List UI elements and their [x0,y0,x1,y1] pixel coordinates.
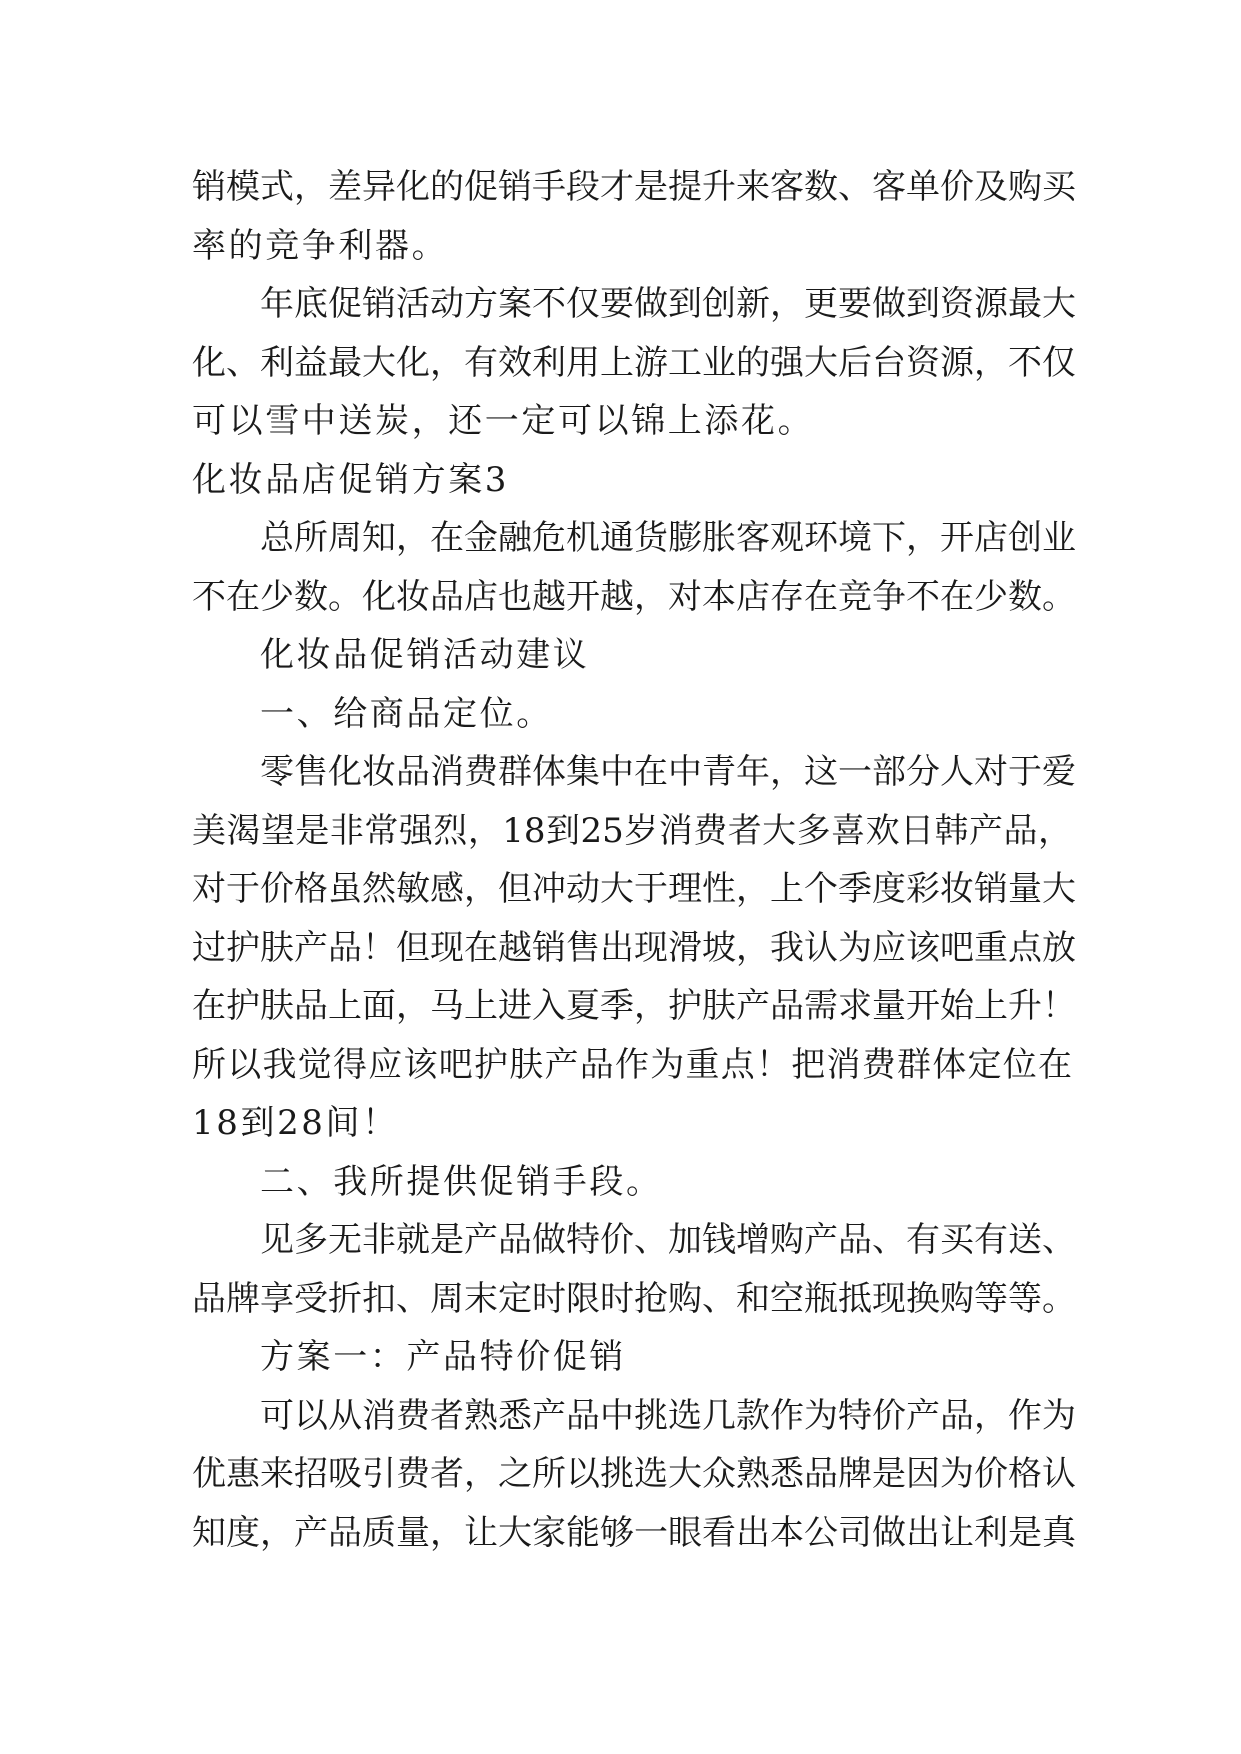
subheading: 方案一：产品特价促销 [260,1337,626,1377]
paragraph-line: 可以雪中送炭，还一定可以锦上添花。 [192,401,815,441]
paragraph-line: 对于价格虽然敏感，但冲动大于理性，上个季度彩妆销量大 [192,869,1076,909]
paragraph-line: 过护肤产品！但现在越销售出现滑坡，我认为应该吧重点放 [192,927,1076,968]
section-heading: 化妆品店促销方案3 [192,459,510,500]
subheading: 化妆品促销活动建议 [260,635,590,675]
paragraph-line: 销模式，差异化的促销手段才是提升来客数、客单价及购买 [192,167,1076,207]
subheading: 二、我所提供促销手段。 [260,1161,663,1202]
paragraph-line: 所以我觉得应该吧护肤产品作为重点！把消费群体定位在 [192,1044,1072,1085]
subheading: 一、给商品定位。 [260,693,553,734]
paragraph-line: 品牌享受折扣、周末定时限时抢购、和空瓶抵现换购等等。 [192,1278,1076,1319]
paragraph-first-line: 零售化妆品消费群体集中在中青年，这一部分人对于爱 [260,752,1076,792]
paragraph-first-line: 年底促销活动方案不仅要做到创新，更要做到资源最大 [260,284,1076,324]
paragraph-first-line: 见多无非就是产品做特价、加钱增购产品、有买有送、 [260,1220,1076,1260]
paragraph-line: 率的竞争利器。 [192,225,449,266]
paragraph-line: 优惠来招吸引费者，之所以挑选大众熟悉品牌是因为价格认 [192,1454,1076,1494]
document-body [192,158,1076,1562]
paragraph-line: 美渴望是非常强烈，18到25岁消费者大多喜欢日韩产品， [192,810,1072,851]
paragraph-line: 不在少数。化妆品店也越开越，对本店存在竞争不在少数。 [192,576,1076,617]
paragraph-first-line: 总所周知，在金融危机通货膨胀客观环境下，开店创业 [260,518,1076,558]
paragraph-line: 化、利益最大化，有效利用上游工业的强大后台资源，不仅 [192,342,1076,383]
paragraph-line: 知度，产品质量，让大家能够一眼看出本公司做出让利是真 [192,1512,1076,1553]
paragraph-first-line: 可以从消费者熟悉产品中挑选几款作为特价产品，作为 [260,1395,1076,1436]
paragraph-line: 18到28间！ [192,1103,399,1143]
paragraph-line: 在护肤品上面，马上进入夏季，护肤产品需求量开始上升！ [192,986,1076,1026]
